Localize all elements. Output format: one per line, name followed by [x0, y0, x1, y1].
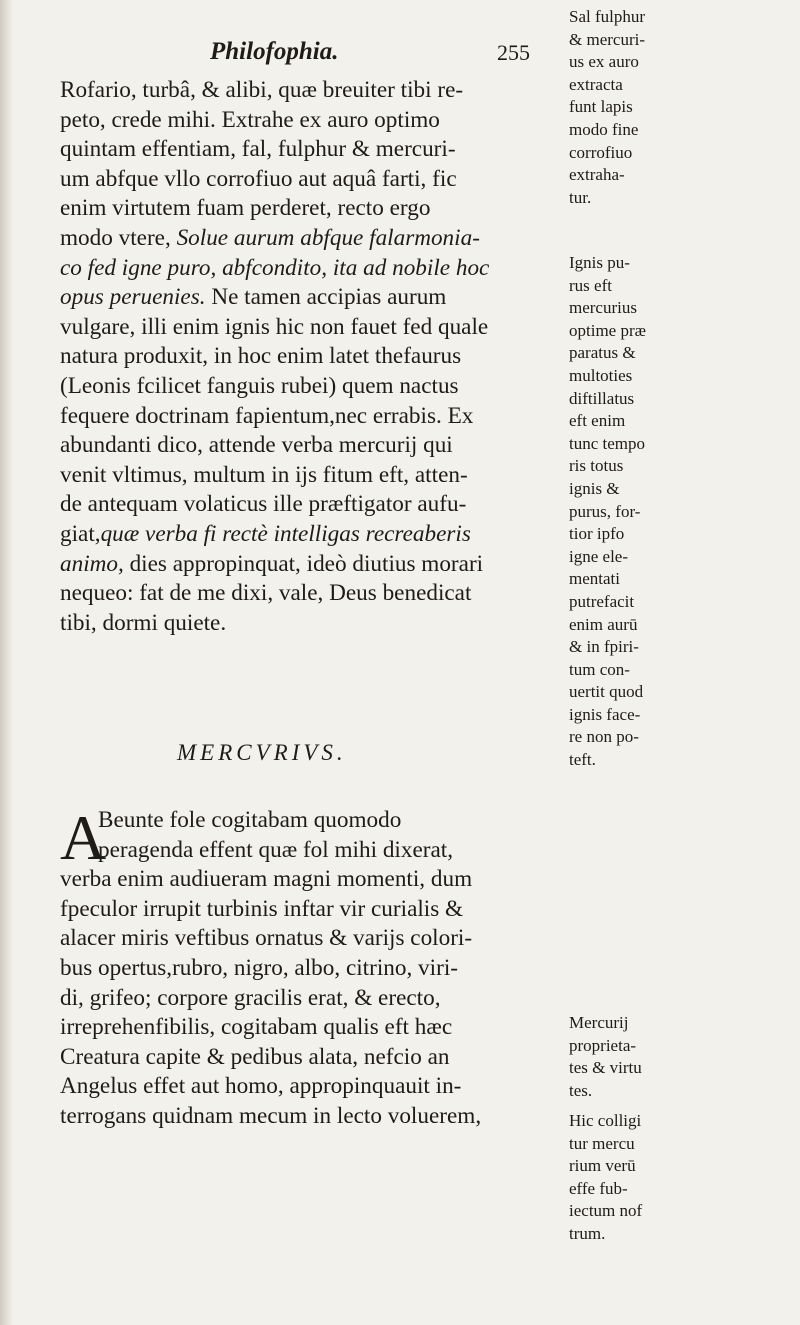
text-line: [60, 224, 546, 254]
text-line: um abfque vllo corrofiuo aut aquâ farti, fic: [60, 165, 457, 192]
text-line: alacer miris veftibus ornatus & varijs colori-: [60, 925, 473, 952]
margin-line: iectum nof: [569, 1201, 643, 1221]
margin-line: modo fine: [569, 119, 639, 139]
text-line: venit vltimus, multum in ijs fitum eft, atten-: [60, 461, 468, 488]
page-number: 255: [497, 40, 530, 65]
margin-line: tunc tempo: [569, 433, 646, 453]
margin-line: mentati: [569, 569, 620, 589]
margin-line: corrofiuo: [569, 142, 633, 162]
italic-run: opus peruenies.: [60, 284, 206, 311]
margin-line: optime præ: [569, 320, 646, 340]
main-text-block: [60, 76, 546, 638]
text-line: Creatura capite & pedibus alata, nefcio an: [60, 1043, 450, 1070]
running-title: Philofophia.: [210, 38, 339, 65]
margin-line: eft enim: [569, 411, 626, 431]
text-line: [60, 283, 546, 313]
section-title: MERCVRIVS.: [177, 740, 347, 765]
margin-line: trum.: [569, 1223, 606, 1243]
margin-line: mercurius: [569, 298, 637, 318]
margin-line: funt lapis: [569, 97, 633, 117]
text-line: natura produxit, in hoc enim latet thefaurus: [60, 343, 462, 370]
text-line: Angelus effet aut homo, appropinquauit in-: [60, 1073, 462, 1100]
margin-line: proprieta-: [569, 1035, 637, 1055]
margin-line: ris totus: [569, 456, 624, 476]
text-line: [60, 550, 546, 580]
margin-line: rium verū: [569, 1156, 636, 1176]
text-line: [60, 520, 546, 550]
margin-line: rus eft: [569, 275, 612, 295]
margin-line: teft.: [569, 750, 596, 770]
margin-note-ignis-purus: [569, 252, 794, 772]
text-run: modo vtere,: [60, 224, 171, 251]
margin-line: Ignis pu-: [569, 253, 630, 272]
text-line: abundanti dico, attende verba mercurij qui: [60, 432, 453, 459]
margin-line: ignis face-: [569, 704, 641, 724]
margin-line: re non po-: [569, 727, 639, 747]
text-line: peto, crede mihi. Extrahe ex auro optimo: [60, 106, 440, 133]
margin-line: tur.: [569, 187, 592, 207]
text-line: bus opertus,rubro, nigro, albo, citrino, viri-: [60, 954, 458, 981]
text-run: dies appropinquat, ideò diutius morari: [129, 550, 484, 577]
drop-cap: A: [60, 802, 107, 873]
text-line: quintam effentiam, fal, fulphur & mercuri-: [60, 136, 456, 163]
text-run: giat,: [60, 520, 101, 547]
page-header: [210, 38, 530, 72]
margin-line: us ex auro: [569, 52, 639, 72]
text-line: tibi, dormi quiete.: [60, 609, 227, 636]
margin-note-sal-fulphur: [569, 6, 794, 209]
margin-line: Mercurij: [569, 1013, 629, 1032]
margin-line: extracta: [569, 74, 623, 94]
text-line: co fed igne puro, abfcondito, ita ad nobile hoc: [60, 254, 490, 281]
text-line: enim virtutem fuam perderet, recto ergo: [60, 195, 431, 222]
margin-line: extraha-: [569, 165, 625, 185]
margin-line: & mercuri-: [569, 29, 645, 49]
text-run: Ne tamen accipias aurum: [211, 284, 447, 311]
text-line: (Leonis fcilicet fanguis rubei) quem nactus: [60, 372, 459, 399]
text-line: di, grifeo; corpore gracilis erat, & erecto,: [60, 984, 441, 1011]
margin-note-hic-colligitur: [569, 1110, 794, 1246]
margin-line: paratus &: [569, 343, 636, 363]
margin-line: igne ele-: [569, 546, 628, 566]
italic-run: quæ verba fi rectè intelligas recreaberis: [100, 520, 471, 547]
section-text-block: [60, 802, 546, 1132]
text-line: de antequam volaticus ille præftigator aufu-: [60, 491, 467, 518]
margin-line: effe fub-: [569, 1178, 628, 1198]
margin-line: tur mercu: [569, 1133, 635, 1153]
margin-line: tes.: [569, 1080, 593, 1100]
margin-line: enim aurū: [569, 614, 638, 634]
margin-line: tes & virtu: [569, 1058, 642, 1078]
margin-note-mercurij: [569, 1012, 794, 1102]
page-binding-shadow: [0, 0, 14, 1325]
text-line: vulgare, illi enim ignis hic non fauet fed quale: [60, 313, 489, 340]
text-line: Beunte fole cogitabam quomodo: [98, 807, 402, 833]
margin-line: Sal fulphur: [569, 7, 646, 26]
margin-line: ignis &: [569, 478, 620, 498]
margin-line: uertit quod: [569, 682, 644, 702]
margin-line: diftillatus: [569, 388, 635, 408]
margin-line: putrefacit: [569, 591, 635, 611]
margin-line: tum con-: [569, 659, 630, 679]
text-line: Rofario, turbâ, & alibi, quæ breuiter tibi re-: [60, 77, 464, 103]
margin-line: multoties: [569, 365, 633, 385]
text-line: terrogans quidnam mecum in lecto voluerem,: [60, 1102, 482, 1129]
margin-line: tior ipfo: [569, 524, 625, 544]
text-line: fpeculor irrupit turbinis inftar vir curialis &: [60, 895, 464, 922]
margin-line: Hic colligi: [569, 1111, 642, 1130]
text-line: nequeo: fat de me dixi, vale, Deus benedicat: [60, 580, 472, 607]
text-line: fequere doctrinam fapientum,nec errabis. Ex: [60, 402, 474, 429]
italic-run: animo,: [60, 550, 124, 577]
margin-line: & in fpiri-: [569, 637, 639, 657]
margin-line: purus, for-: [569, 501, 641, 521]
text-line: verba enim audiueram magni momenti, dum: [60, 866, 473, 893]
text-line: peragenda effent quæ fol mihi dixerat,: [98, 836, 453, 863]
italic-run: Solue aurum abfque falarmonia-: [176, 224, 480, 251]
text-line: irreprehenfibilis, cogitabam qualis eft hæc: [60, 1014, 453, 1041]
